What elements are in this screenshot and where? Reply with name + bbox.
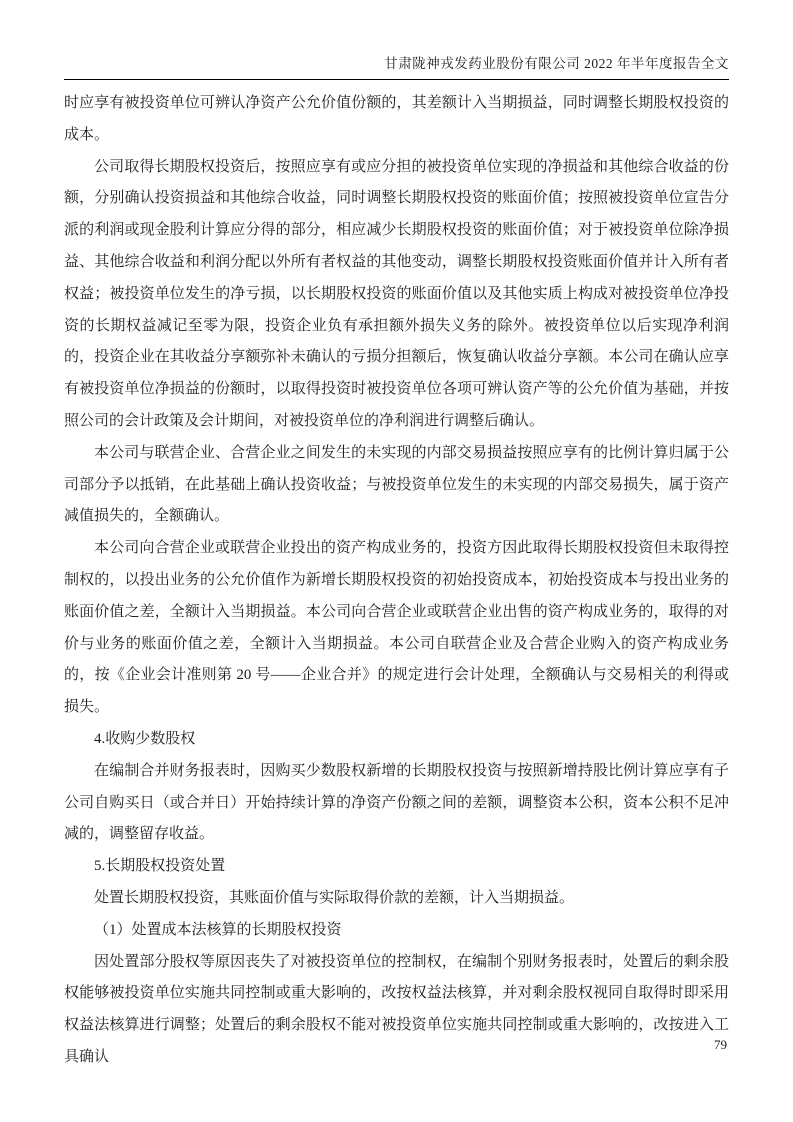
paragraph-minority-equity-detail: 在编制合并财务报表时，因购买少数股权新增的长期股权投资与按照新增持股比例计算应享有子公司自购买日（或合并日）开始持续计算的净资产份额之间的差额，调整资本公积，资本公积不足冲减的，调整留存收益。 — [64, 762, 729, 843]
page-footer — [64, 1036, 727, 1054]
paragraph-continuation: 时应享有被投资单位可辨认净资产公允价值份额的，其差额计入当期损益，同时调整长期股权投资的成本。 — [64, 95, 729, 143]
section-heading-4-minority-equity: 4.收购少数股权 — [94, 730, 196, 747]
page-header — [64, 54, 729, 80]
section-heading-5-disposal: 5.长期股权投资处置 — [94, 858, 226, 875]
paragraph-unrealized-internal-transactions: 本公司与联营企业、合营企业之间发生的未实现的内部交易损益按照应享有的比例计算归属于公司部分予以抵销，在此基础上确认投资收益；与被投资单位发生的未实现的内部交易损失，属于资产减值损失的，全额确认。 — [64, 444, 729, 525]
header-divider — [64, 79, 729, 80]
paragraph-asset-contribution-business: 本公司向合营企业或联营企业投出的资产构成业务的，投资方因此取得长期股权投资但未取得控制权的，以投出业务的公允价值作为新增长期股权投资的初始投资成本，初始投资成本与投出业务的账面价值之差，全额计入当期损益。本公司向合营企业或联营企业出售的资产构成业务的，取得的对价与业务的账面价值之差，全额计入当期损益。本公司自联营企业及合营企业购入的资产构成业务的，按《企业会计准则第 20 号——企业合并》的规定进行会计处理，全额确认与交易相关的利得或损失。 — [64, 540, 729, 716]
report-header-title: 甘肃陇神戎发药业股份有限公司 2022 年半年度报告全文 — [384, 56, 729, 71]
page-number: 79 — [714, 1037, 727, 1052]
paragraph-equity-method-gains: 公司取得长期股权投资后，按照应享有或应分担的被投资单位实现的净损益和其他综合收益的份额，分别确认投资损益和其他综合收益，同时调整长期股权投资的账面价值；按照被投资单位宣告分派的利润或现金股利计算应分得的部分，相应减少长期股权投资的账面价值；对于被投资单位除净损益、其他综合收益和利润分配以外所有者权益的其他变动，调整长期股权投资账面价值并计入所有者权益；被投资单位发生的净亏损，以长期股权投资的账面价值以及其他实质上构成对被投资单位净投资的长期权益减记至零为限，投资企业负有承担额外损失义务的除外。被投资单位以后实现净利润的，投资企业在其收益分享额弥补未确认的亏损分担额后，恢复确认收益分享额。本公司在确认应享有被投资单位净损益的份额时，以取得投资时被投资单位各项可辨认资产等的公允价值为基础，并按照公司的会计政策及会计期间，对被投资单位的净利润进行调整后确认。 — [64, 158, 729, 429]
paragraph-disposal-general: 处置长期股权投资，其账面价值与实际取得价款的差额，计入当期损益。 — [94, 889, 575, 906]
report-body — [64, 88, 729, 1074]
section-heading-disposal-cost-method: （1）处置成本法核算的长期股权投资 — [94, 921, 342, 938]
paragraph-loss-of-control: 因处置部分股权等原因丧失了对被投资单位的控制权，在编制个别财务报表时，处置后的剩余股权能够被投资单位实施共同控制或重大影响的，改按权益法核算，并对剩余股权视同自取得时即采用权益法核算进行调整；处置后的剩余股权不能对被投资单位实施共同控制或重大影响的，改按进入工具确认 — [64, 953, 729, 1065]
